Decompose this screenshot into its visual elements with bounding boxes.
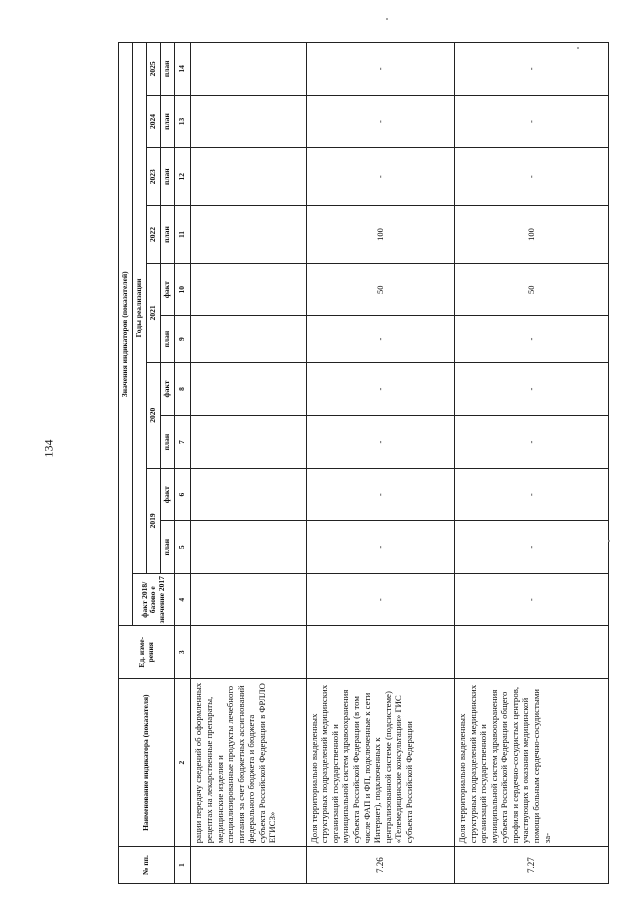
column-number: 10	[175, 263, 191, 316]
header-plan-2021: план	[161, 316, 175, 362]
column-number: 7	[175, 416, 191, 469]
scan-speck	[608, 540, 610, 542]
value-cell: -	[306, 362, 454, 416]
unit-cell	[191, 626, 306, 679]
value-cell	[191, 263, 306, 316]
row-number	[191, 847, 306, 884]
header-plan-2023: план	[161, 148, 175, 206]
column-numbers-row	[175, 43, 191, 884]
header-year-2025: 2025	[147, 43, 161, 96]
column-number: 14	[175, 43, 191, 96]
value-cell: -	[306, 416, 454, 469]
indicator-name: Доля территориально выделенных структурных подразделений медицинских организаций государственной и муниципальной систем здравоохранения субъекта Российской Федерации (в том числе ФАП и ФП, подключенные к сети Интернет), подключенных к централизованной системе (подсистеме) «Телемедицинские консультации» ГИС субъекта Российской Федерации	[306, 679, 454, 847]
header-plan-2024: план	[161, 95, 175, 148]
page-number: 134	[41, 439, 56, 458]
value-cell: -	[455, 148, 609, 206]
header-year-2023: 2023	[147, 148, 161, 206]
value-cell	[191, 362, 306, 416]
header-years-group: Годы реализации	[133, 43, 147, 574]
value-cell	[191, 148, 306, 206]
value-cell: -	[455, 416, 609, 469]
unit-cell	[306, 626, 454, 679]
table-row	[455, 43, 609, 884]
header-plan-2020: план	[161, 416, 175, 469]
header-unit: Ед. изме-рения	[119, 626, 175, 679]
column-number: 11	[175, 206, 191, 264]
column-number: 9	[175, 316, 191, 362]
value-cell: -	[455, 316, 609, 362]
value-cell	[191, 206, 306, 264]
header-fact-baseline: факт 2018/базово е значение 2017	[133, 573, 175, 626]
column-number: 3	[175, 626, 191, 679]
table-row	[191, 43, 306, 884]
header-year-2021: 2021	[147, 263, 161, 362]
value-cell: -	[306, 316, 454, 362]
value-cell: -	[306, 468, 454, 521]
header-values-group: Значения индикаторов (показателей)	[119, 43, 133, 627]
column-number: 6	[175, 468, 191, 521]
column-number: 13	[175, 95, 191, 148]
column-number: 8	[175, 362, 191, 416]
value-cell: 100	[455, 206, 609, 264]
value-cell	[191, 416, 306, 469]
value-cell	[191, 573, 306, 626]
value-cell	[191, 43, 306, 96]
header-plan-2025: план	[161, 43, 175, 96]
row-number: 7.27	[455, 847, 609, 884]
value-cell	[191, 521, 306, 574]
value-cell: -	[455, 573, 609, 626]
scan-speck	[386, 18, 388, 20]
row-number: 7.26	[306, 847, 454, 884]
value-cell	[191, 95, 306, 148]
indicator-name: Доля территориально выделенных структурных подразделений медицинских организаций государственной и муниципальной систем здравоохранения субъекта Российской Федерации общего профиля и сердечно-сосудистых центров, участвующих в оказании медицинской помощи больным сердечно-сосудистыми за-	[455, 679, 609, 847]
value-cell: -	[306, 148, 454, 206]
header-year-2020: 2020	[147, 362, 161, 468]
column-number: 4	[175, 573, 191, 626]
value-cell: 50	[455, 263, 609, 316]
value-cell: -	[306, 95, 454, 148]
value-cell: -	[306, 43, 454, 96]
value-cell: -	[455, 43, 609, 96]
value-cell: -	[455, 468, 609, 521]
value-cell: -	[455, 521, 609, 574]
value-cell	[191, 468, 306, 521]
column-number: 2	[175, 679, 191, 847]
table-row	[306, 43, 454, 884]
value-cell: 100	[306, 206, 454, 264]
indicators-table	[118, 42, 609, 884]
value-cell: -	[306, 521, 454, 574]
header-fact-2019: факт	[161, 468, 175, 521]
indicator-name: рации передачу сведений об оформленных рецептах на лекарственные препараты, медицинские изделия и специализированные продукты лечебного питания за счет бюджетных ассигнований федерального бюджета и бюджета субъекта Российской Федерации в ФРЛЛО ЕГИСЗ»	[191, 679, 306, 847]
scan-speck	[577, 47, 579, 49]
header-row-no: № пп.	[119, 847, 175, 884]
header-year-2024: 2024	[147, 95, 161, 148]
value-cell: 50	[306, 263, 454, 316]
header-indicator-name: Наименование индикатора (показателя)	[119, 679, 175, 847]
header-plan-2022: план	[161, 206, 175, 264]
rotated-table-inner	[118, 42, 609, 884]
value-cell: -	[455, 362, 609, 416]
header-fact-2021: факт	[161, 263, 175, 316]
header-year-2019: 2019	[147, 468, 161, 573]
value-cell: -	[306, 573, 454, 626]
column-number: 5	[175, 521, 191, 574]
value-cell: -	[455, 95, 609, 148]
unit-cell	[455, 626, 609, 679]
column-number: 1	[175, 847, 191, 884]
rotated-table-wrapper	[118, 42, 609, 884]
column-number: 12	[175, 148, 191, 206]
header-fact-2020: факт	[161, 362, 175, 416]
header-year-2022: 2022	[147, 206, 161, 264]
header-plan-2019: план	[161, 521, 175, 574]
value-cell	[191, 316, 306, 362]
